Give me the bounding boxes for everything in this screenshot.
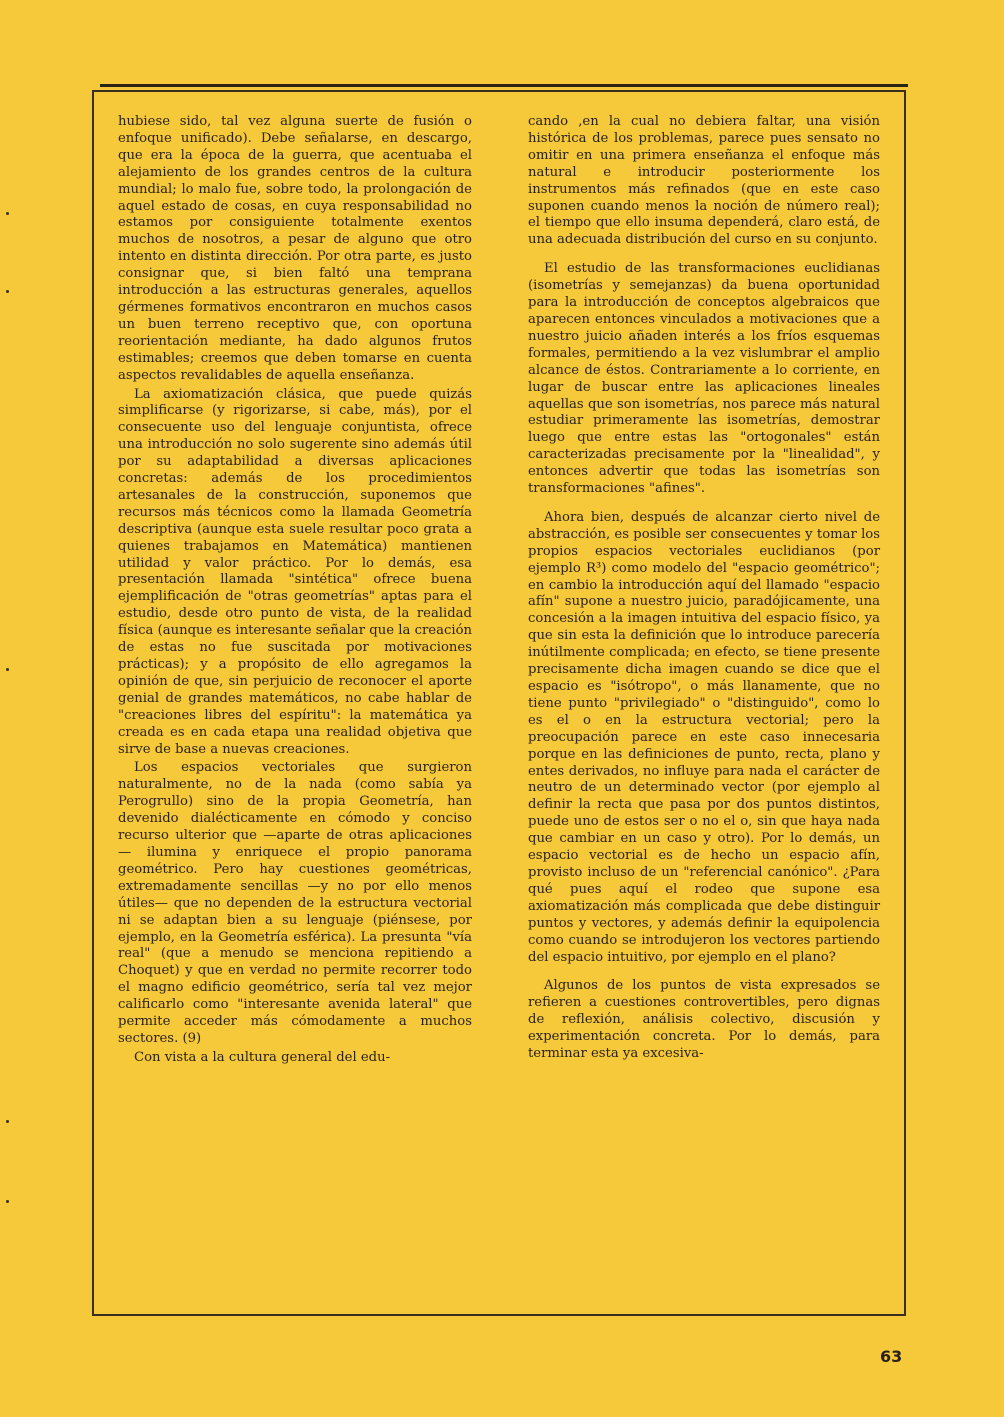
left-paragraph-1: hubiese sido, tal vez alguna suerte de fusión o enfoque unificado). Debe señalarse, en descargo, que era la época de la guerra, que acentuaba el alejamiento de los grandes centros de la cultura mundial; lo malo fue, sobre todo, la prolongación de aquel estado de cosas, en cuya responsabilidad no estamos por consiguiente totalmente exentos muchos de nosotros, a pesar de alguno que otro intento en distinta dirección. Por otra parte, es justo consignar que, si bien faltó una temprana introducción a las estructuras generales, aquellos gérmenes formativos encontraron en muchos casos un buen terreno receptivo que, con oportuna reorientación mediante, ha dado algunos frutos estimables; creemos que deben tomarse en cuenta aspectos revalidables de aquella enseñanza. [118, 114, 472, 383]
page-number: 63 [880, 1347, 903, 1366]
right-paragraph-2: El estudio de las transformaciones euclidianas (isometrías y semejanzas) da buena oportunidad para la introducción de conceptos algebraicos que aparecen entonces vinculados a motivaciones que a nuestro juicio añaden interés a los fríos esquemas formales, permitiendo a la vez vislumbrar el amplio alcance de éstos. Contrariamente a lo corriente, en lugar de buscar entre las aplicaciones lineales aquellas que son isometrías, nos parece más natural estudiar primeramente las isometrías, demostrar luego que entre estas las "ortogonales" están caracterizadas precisamente por la "linealidad", y entonces advertir que todas las isometrías son transformaciones "afines". [528, 261, 880, 497]
left-paragraph-4: Con vista a la cultura general del edu- [134, 1049, 391, 1065]
edge-speck [6, 290, 9, 293]
left-paragraph-3: Los espacios vectoriales que surgieron naturalmente, no de la nada (como sabía ya Perogrullo) sino de la propia Geometría, han devenido dialécticamente en cómodo y conciso recurso ulterior que —aparte de otras aplicaciones— ilumina y enriquece el propio panorama geométrico. Pero hay cuestiones geométricas, extremadamente sencillas —y no por ello menos útiles— que no dependen de la estructura vectorial ni se adaptan bien a su lenguaje (piénsese, por ejemplo, en la Geometría esférica). La presunta "vía real" (que a menudo se menciona repitiendo a Choquet) y que en verdad no permite recorrer todo el magno edificio geométrico, sería tal vez mejor calificarlo como "interesante avenida lateral" que permite acceder más cómodamente a muchos sectores. (9) [118, 760, 472, 1046]
edge-speck [6, 1200, 9, 1203]
right-paragraph-4: Algunos de los puntos de vista expresados se refieren a cuestiones controvertibles, pero dignas de reflexión, análisis colectivo, discusión y experimentación concreta. Por lo demás, para terminar esta ya excesiva- [528, 978, 880, 1062]
top-rule [100, 84, 908, 87]
right-paragraph-1: cando ,en la cual no debiera faltar, una visión histórica de los problemas, parece pues sensato no omitir en una primera enseñanza el enfoque más natural e introducir posteriormente los instrumentos más refinados (que en este caso suponen cuando menos la noción de número real); el tiempo que ello insuma dependerá, claro está, de una adecuada distribución del curso en su conjunto. [528, 114, 880, 248]
right-paragraph-3: Ahora bien, después de alcanzar cierto nivel de abstracción, es posible ser consecuentes y tomar los propios espacios vectoriales euclidianos (por ejemplo R³) como modelo del "espacio geométrico"; en cambio la introducción aquí del llamado "espacio afín" supone a nuestro juicio, paradójicamente, una concesión a la imagen intuitiva del espacio físico, ya que sin esta la definición que lo introduce parecería inútilmente complicada; en efecto, se tiene presente precisamente dicha imagen cuando se dice que el espacio es "isótropo", o más llanamente, que no tiene punto "privilegiado" o "distinguido", como lo es el o en la estructura vectorial; pero la preocupación parece en este caso innecesaria porque en las definiciones de punto, recta, plano y entes derivados, no influye para nada el carácter de neutro de un determinado vector (por ejemplo al definir la recta que pasa por dos puntos distintos, puede uno de estos ser o no el o, sin que haya nada que cambiar en un caso y otro). Por lo demás, un espacio vectorial es de hecho un espacio afín, provisto incluso de un "referencial canónico". ¿Para qué pues aquí el rodeo que supone esa axiomatización más complicada que debe distinguir puntos y vectores, y además definir la equipolencia como cuando se introdujeron los vectores partiendo del espacio intuitivo, por ejemplo en el plano? [528, 509, 880, 965]
left-paragraph-2: La axiomatización clásica, que puede quizás simplificarse (y rigorizarse, si cabe, más), por el consecuente uso del lenguaje conjuntista, ofrece una introducción no solo sugerente sino además útil por su adaptabilidad a diversas aplicaciones concretas: además de los procedimientos artesanales de la construcción, suponemos que recursos más técnicos como la llamada Geometría descriptiva (aunque esta suele resultar poco grata a quienes trabajamos en Matemática) mantienen utilidad y valor práctico. Por lo demás, esa presentación llamada "sintética" ofrece buena ejemplificación de "otras geometrías" aptas para el estudio, desde otro punto de vista, de la realidad física (aunque es interesante señalar que la creación de estas no fue suscitada por motivaciones prácticas); y a propósito de ello agregamos la opinión de que, sin perjuicio de reconocer el aporte genial de grandes matemáticos, no cabe hablar de "creaciones libres del espíritu": la matemática ya creada es en cada etapa una realidad objetiva que sirve de base a nuevas creaciones. [118, 386, 472, 757]
right-column [528, 114, 880, 1063]
edge-speck [6, 212, 9, 215]
edge-speck [6, 668, 9, 671]
left-column [118, 114, 472, 1067]
edge-speck [6, 1120, 9, 1123]
